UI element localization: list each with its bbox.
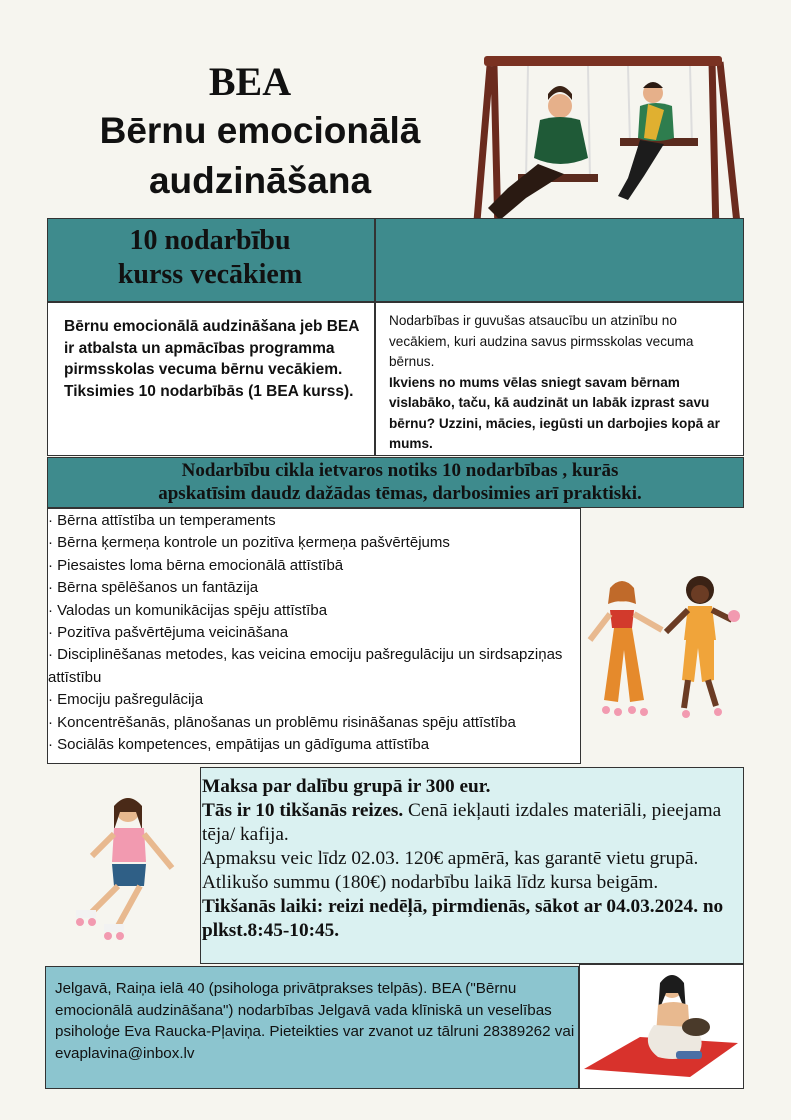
pricing-fee: Maksa par dalību grupā ir 300 eur. xyxy=(202,776,491,797)
topics-banner-text xyxy=(60,459,740,505)
topic-item: · Bērna attīstība un temperaments xyxy=(48,512,276,529)
topic-item: · Disciplinēšanas metodes, kas veicina emociju pašregulāciju un sirdsapziņas attīstību xyxy=(48,646,563,686)
topic-item: · Piesaistes loma bērna emocionālā attīstībā xyxy=(48,556,344,574)
topics-list xyxy=(48,510,578,756)
topic-item: · Bērna ķermeņa kontrole un pozitīva ķermeņa pašvērtējums xyxy=(48,534,450,552)
topic-item: · Pozitīva pašvērtējuma veicināšana xyxy=(48,624,289,642)
course-title-line-2: kurss vecākiem xyxy=(117,259,303,290)
title-line-2: audzināšana xyxy=(148,160,372,201)
topic-item: · Koncentrēšanās, plānošanas un problēmu risināšanas spēju attīstība xyxy=(48,713,516,731)
course-title xyxy=(60,224,360,292)
pricing-sessions-bold: Tās ir 10 tikšanās reizes. xyxy=(202,800,404,821)
pricing-schedule: Tikšanās laiki: reizi nedēļā, pirmdienās, sākot ar 04.03.2024. no plkst.8:45-10:45. xyxy=(202,896,724,941)
yoga-girl-illustration xyxy=(580,965,742,1087)
topic-item: · Emociju pašregulācija xyxy=(48,691,204,709)
pricing-payment: Apmaksu veic līdz 02.03. 120€ apmērā, kas garantē vietu grupā. Atlikušo summu (180€) nodarbību laikā līdz kursa beigām. xyxy=(202,848,699,893)
skater-girl-illustration xyxy=(62,790,192,950)
pricing-sessions-rest: Cenā iekļauti izdales materiāli, pieejama tēja/ kafija. xyxy=(202,800,722,845)
pricing-text xyxy=(202,775,742,943)
dancing-girls-illustration xyxy=(582,570,752,730)
acronym-title: BEA xyxy=(208,59,292,104)
intro-right-text xyxy=(389,311,734,455)
topic-item: · Valodas un komunikācijas spēju attīstība xyxy=(48,601,328,619)
intro-right-bold: Ikviens no mums vēlas sniegt savam bērnam vislabāko, taču, kā audzināt un labāk izprast savu bērnu? Uzzini, mācies, iegūsti un darbojies kopā ar mums. xyxy=(389,374,720,451)
topic-item: · Bērna spēlēšanos un fantāzija xyxy=(48,579,259,597)
intro-left-text: Bērnu emocionālā audzināšana jeb BEA ir atbalsta un apmācības programma pirmsskolas vecuma bērnu vecākiem. Tiksimies 10 nodarbībās (1 BEA kurss). xyxy=(64,318,359,400)
contact-text: Jelgavā, Raiņa ielā 40 (psihologa privātprakses telpās). BEA ("Bērnu emocionālā audzināšana") nodarbības Jelgavā vada klīniskā un veselības psiholoģe Eva Raucka-Pļaviņa. Pieteikties var zvanot uz tālruni 28389262 vai evaplavina@inbox.lv xyxy=(55,980,575,1062)
topic-item: · Sociālās kompetences, empātijas un gādīguma attīstība xyxy=(48,736,430,754)
swing-illustration xyxy=(468,48,748,238)
course-header-right xyxy=(375,218,744,302)
page-title xyxy=(60,106,460,206)
intro-right-normal: Nodarbības ir guvušas atsaucību un atzinību no vecākiem, kuri audzina savus pirmsskolas vecuma bērnus. xyxy=(389,313,694,369)
banner-line-2: apskatīsim daudz dažādas tēmas, darbosimies arī praktiski. xyxy=(158,483,642,504)
banner-line-1: Nodarbību cikla ietvaros notiks 10 nodarbības , kurās xyxy=(181,460,619,481)
title-line-1: Bērnu emocionālā xyxy=(99,110,421,151)
course-title-line-1: 10 nodarbību xyxy=(129,225,291,256)
pricing-sessions xyxy=(202,799,742,847)
